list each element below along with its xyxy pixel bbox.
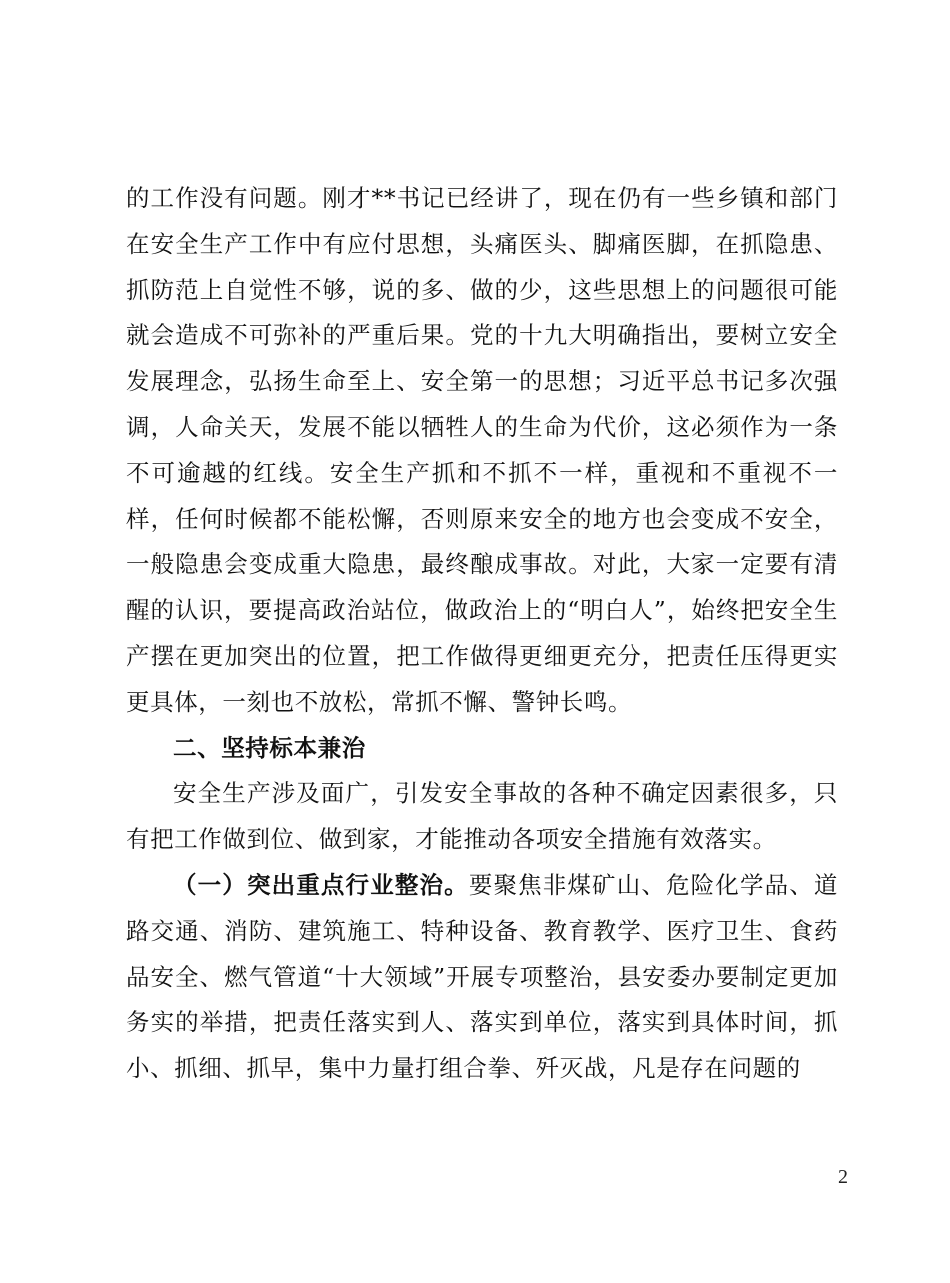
page-number: 2 — [838, 1166, 848, 1188]
section-heading-2: 二、坚持标本兼治 — [173, 733, 366, 762]
paragraph-continued: 的工作没有问题。刚才**书记已经讲了，现在仍有一些乡镇和部门在安全生产工作中有应付思想，头痛医头、脚痛医脚，在抓隐患、抓防范上自觉性不够，说的多、做的少，这些思想上的问题很可能就会造成不可弥补的严重后果。党的十九大明确指出，要树立安全发展理念，弘扬生命至上、安全第一的思想；习近平总书记多次强调，人命关天，发展不能以牺牲人的生命为代价，这必须作为一条不可逾越的红线。安全生产抓和不抓不一样，重视和不重视不一样，任何时候都不能松懈，否则原来安全的地方也会变成不安全，一般隐患会变成重大隐患，最终酿成事故。对此，大家一定要有清醒的认识，要提高政治站位，做政治上的“明白人”，始终把安全生产摆在更加突出的位置，把工作做得更细更充分，把责任压得更实更具体，一刻也不放松，常抓不懈、警钟长鸣。 — [126, 184, 838, 716]
subsection-body-1: 要聚焦非煤矿山、危险化学品、道路交通、消防、建筑施工、特种设备、教育教学、医疗卫生、食药品安全、燃气管道“十大领域”开展专项整治，县安委办要制定更加务实的举措，把责任落实到人、落实到单位，落实到具体时间，抓小、抓细、抓早，集中力量打组合拳、歼灭战，凡是存在问题的 — [126, 870, 839, 1083]
document-body — [126, 176, 838, 1092]
paragraph-intro: 安全生产涉及面广，引发安全事故的各种不确定因素很多，只有把工作做到位、做到家，才能推动各项安全措施有效落实。 — [126, 779, 838, 854]
paragraph-subsection-1 — [126, 863, 838, 1092]
subsection-title-1: （一）突出重点行业整治。 — [173, 870, 469, 899]
